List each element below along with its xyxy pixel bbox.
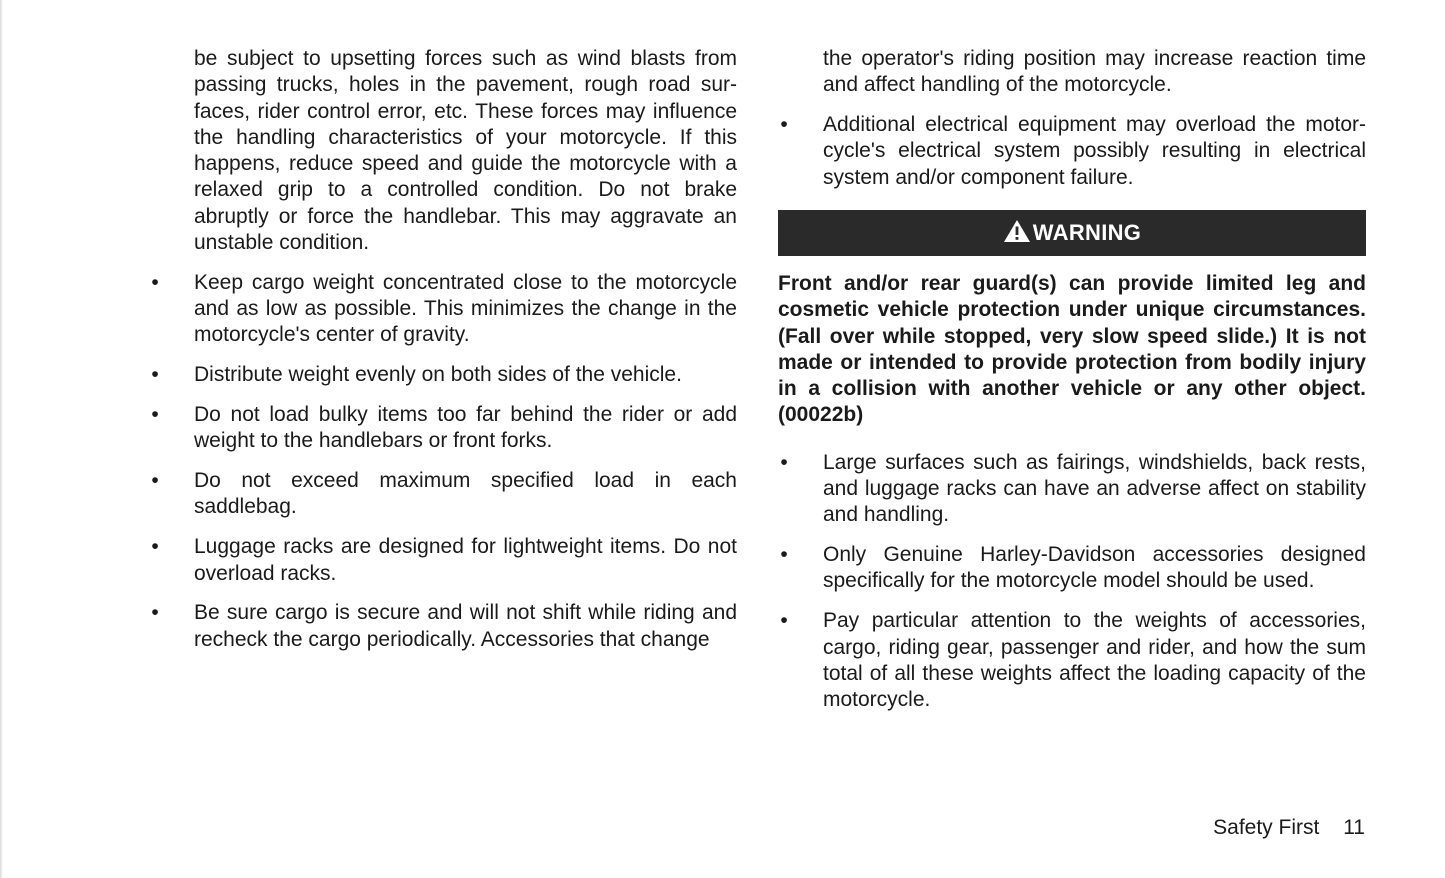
bullet-dot: •: [151, 403, 159, 427]
right-column: [778, 46, 1366, 713]
list-item-text: Large surfaces such as fairings, windshields, back rests, and luggage racks can have an adverse affect on stability and handling.: [823, 450, 1366, 527]
list-item: [149, 402, 737, 455]
list-item: [149, 362, 737, 388]
left-column: [149, 46, 737, 653]
list-item: [778, 608, 1366, 713]
page-footer: [1213, 815, 1365, 841]
list-item-text: Pay particular attention to the weights of accessories, cargo, riding gear, passenger and rider, and how the sum total of all these weights affect the loading capacity of the motorcycle.: [823, 609, 1366, 712]
page-edge: [0, 0, 3, 878]
bullet-dot: •: [151, 601, 159, 625]
list-item-text: Only Genuine Harley-Davidson accessories designed specifically for the motorcycle model should be used.: [823, 543, 1366, 593]
warning-banner: [778, 210, 1366, 256]
list-item: [778, 542, 1366, 595]
list-item: [778, 450, 1366, 529]
list-item: [149, 468, 737, 521]
list-item: [778, 112, 1366, 191]
warning-label: WARNING: [1032, 219, 1142, 245]
list-item: [149, 600, 737, 653]
list-item-text: Additional electrical equipment may overload the motor-cycle's electrical system possibly resulting in electrical system and/or component failure.: [823, 113, 1366, 189]
list-item: [149, 534, 737, 587]
bullet-dot: •: [780, 450, 788, 474]
bullet-dot: •: [780, 113, 788, 137]
continuation-paragraph: the operator's riding position may increase reaction time and affect handling of the motorcycle.: [823, 47, 1366, 97]
list-item-text: Distribute weight evenly on both sides of the vehicle.: [194, 363, 682, 387]
intro-paragraph: be subject to upsetting forces such as wind blasts from passing trucks, holes in the pavement, rough road sur-faces, rider control error, etc. These forces may influence the handling characteristics of your motorcycle. If this happens, reduce speed and guide the motorcycle with a relaxed grip to a controlled condition. Do not brake abruptly or force the handlebar. This may aggravate an unstable condition.: [194, 47, 737, 255]
bullet-dot: •: [151, 363, 159, 387]
bullet-dot: •: [151, 469, 159, 493]
page-number: 11: [1343, 816, 1365, 839]
list-item-text: Be sure cargo is secure and will not shift while riding and recheck the cargo periodically. Accessories that change: [194, 601, 737, 651]
list-item-text: Do not exceed maximum specified load in each saddlebag.: [194, 469, 737, 519]
bullet-dot: •: [151, 270, 159, 294]
warning-text: Front and/or rear guard(s) can provide limited leg and cosmetic vehicle protection under unique circumstances. (Fall over while stopped, very slow speed slide.) It is not made or intended to provide protection from bodily injury in a collision with another vehicle or any other object. (00022b): [778, 271, 1366, 427]
list-item: [149, 270, 737, 349]
bullet-dot: •: [780, 609, 788, 633]
bullet-dot: •: [780, 543, 788, 567]
list-item-text: Do not load bulky items too far behind the rider or add weight to the handlebars or front forks.: [194, 403, 737, 453]
footer-section-title: Safety First: [1213, 816, 1320, 839]
warning-triangle-icon: [1003, 219, 1031, 243]
list-item-text: Luggage racks are designed for lightweight items. Do not overload racks.: [194, 535, 737, 585]
bullet-dot: •: [151, 535, 159, 559]
list-item-text: Keep cargo weight concentrated close to the motorcycle and as low as possible. This minimizes the change in the motorcycle's center of gravity.: [194, 270, 737, 347]
